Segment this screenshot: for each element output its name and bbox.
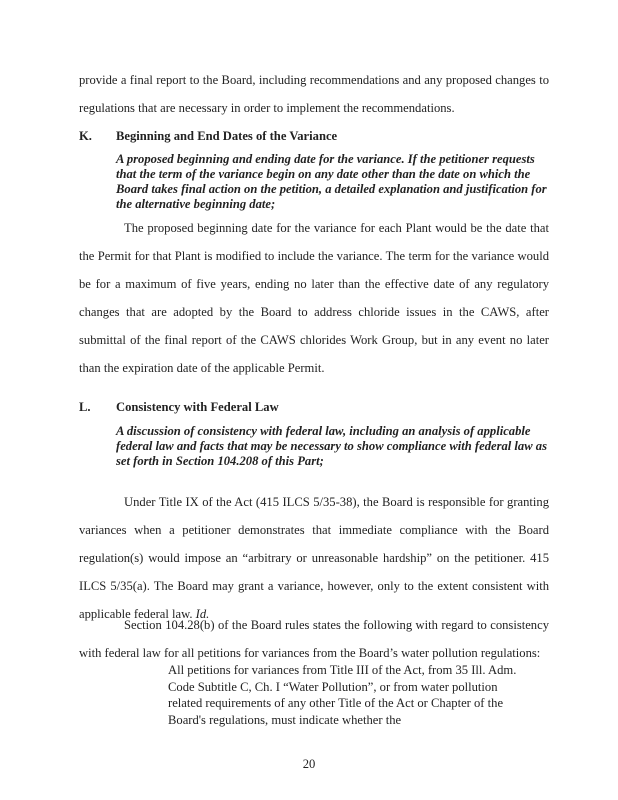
section-k-letter: K. [79,129,92,143]
section-l-title: Consistency with Federal Law [116,400,279,414]
paragraph-section-104: Section 104.28(b) of the Board rules states the following with regard to consistency with federal law for all petitions for variances from the Board’s water pollution regulations: [79,618,549,660]
paragraph-beginning-date: The proposed beginning date for the variance for each Plant would be the date that the Permit for that Plant is modified to include the variance. The term for the variance would be for a maximum of five years, ending no later than the effective date of any regulatory changes that are adopted by the Board to address chloride issues in the CAWS, after submittal of the final report of the CAWS chlorides Work Group, but in any event no later than the expiration date of the applicable Permit. [79,221,549,375]
section-k-requirement: A proposed beginning and ending date for the variance. If the petitioner requests that the term of the variance begin on any date other than the date on which the Board takes final action on the petition, a detailed explanation and justification for the alternative beginning date; [116,152,547,211]
id-citation: Id. [195,607,210,621]
title-ix-text: Under Title IX of the Act (415 ILCS 5/35-38), the Board is responsible for granting variances when a petitioner demonstrates that immediate compliance with the Board regulation(s) would impose an “arbitrary or unreasonable hardship” on the petitioner. 415 ILCS 5/35(a). The Board may grant a variance, however, only to the extent consistent with applicable federal law. [79,495,549,621]
section-k-title: Beginning and End Dates of the Variance [116,129,338,143]
block-quote: All petitions for variances from Title III of the Act, from 35 Ill. Adm. Code Subtitle C, Ch. I “Water Pollution”, or from water pollution related requirements of any other Title of the Act or Chapter of the Board's regulations, must indicate whether the [168,663,517,727]
paragraph-final-report: provide a final report to the Board, including recommendations and any proposed changes to regulations that are necessary in order to implement the recommendations. [79,73,549,115]
section-k-heading [79,129,549,144]
paragraph-title-ix [79,488,549,628]
section-l-requirement: A discussion of consistency with federal law, including an analysis of applicable federal law and facts that may be necessary to show compliance with federal law as set forth in Section 104.208 of this Part; [116,424,547,468]
page-number: 20 [302,757,316,771]
section-l-letter: L. [79,400,91,414]
section-l-heading [79,400,549,415]
